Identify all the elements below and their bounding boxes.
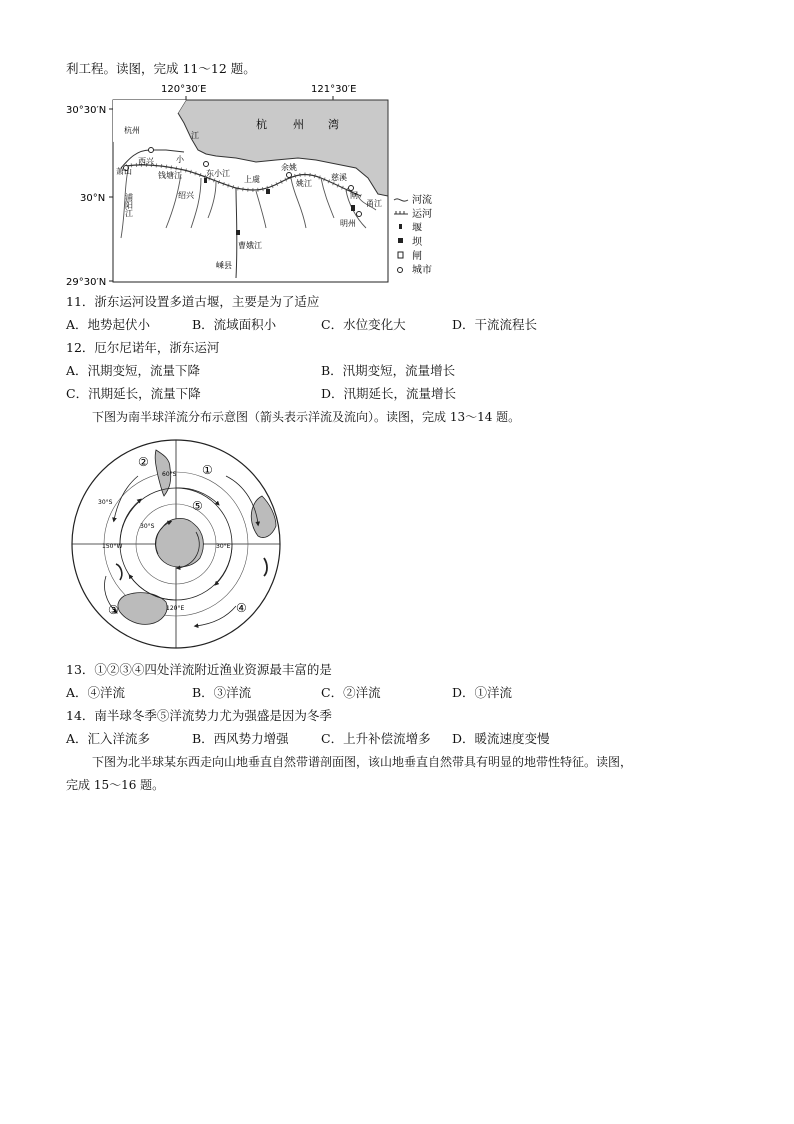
q11-option-d[interactable]: D．干流流程长 <box>452 317 538 332</box>
intro-mountain-line2: 完成 15～16 题。 <box>66 778 165 792</box>
legend-sluice: 闸 <box>412 251 422 262</box>
lon-label-150w: 150°W <box>102 543 123 550</box>
lat-label-top: 30°30′N <box>66 105 107 116</box>
label-xiaoshan: 萧山 <box>116 167 132 176</box>
q12-option-c[interactable]: C．汛期延长，流量下降 <box>66 386 201 401</box>
current-label-4: ④ <box>236 601 247 615</box>
label-zha: 闸 <box>350 191 358 200</box>
map1-legend <box>394 193 432 276</box>
q14-option-c[interactable]: C．上升补偿流增多 <box>321 731 431 746</box>
label-shaoxing: 绍兴 <box>178 191 194 200</box>
label-hangzhou: 杭州 <box>124 126 140 135</box>
q13-stem: 13．①②③④四处洋流附近渔业资源最丰富的是 <box>66 662 332 677</box>
q11-option-b[interactable]: B．流域面积小 <box>192 317 277 332</box>
current-label-1: ① <box>202 463 213 477</box>
intro-ocean-currents: 下图为南半球洋流分布示意图（箭头表示洋流及流向）。读图，完成 13～14 题。 <box>92 410 521 424</box>
label-shangyu: 上虞 <box>244 175 260 184</box>
label-xixing: 西兴 <box>138 157 154 166</box>
label-qiantang: 钱塘江 <box>158 171 182 180</box>
label-cixi: 慈溪 <box>331 173 347 182</box>
lon-label-120e: 120°E <box>166 605 185 612</box>
current-label-5: ⑤ <box>192 499 203 513</box>
q14-option-b[interactable]: B．西风势力增强 <box>192 731 289 746</box>
q11-stem: 11．浙东运河设置多道古堰，主要是为了适应 <box>66 294 320 309</box>
bay-char-1: 杭 <box>256 118 267 131</box>
zhedong-canal-map <box>66 78 456 288</box>
label-yuyao: 余姚 <box>281 163 297 172</box>
legend-dam: 坝 <box>412 237 422 248</box>
legend-river: 河流 <box>412 195 432 206</box>
label-dongxiao: 东小江 <box>206 169 230 178</box>
q13-option-a[interactable]: A．④洋流 <box>66 685 126 700</box>
label-yong: 甬江 <box>366 199 382 208</box>
bay-char-3: 湾 <box>328 118 339 131</box>
q11-option-c[interactable]: C．水位变化大 <box>321 317 406 332</box>
current-label-2: ② <box>138 455 149 469</box>
label-puyang: 浦阳江 <box>124 193 134 217</box>
q14-option-a[interactable]: A．汇入洋流多 <box>66 731 151 746</box>
label-xiao: 小 <box>176 155 184 164</box>
q11-option-a[interactable]: A．地势起伏小 <box>66 317 151 332</box>
label-caoe: 曹娥江 <box>238 241 262 250</box>
q13-option-b[interactable]: B．③洋流 <box>192 685 252 700</box>
q12-option-b[interactable]: B．汛期变短，流量增长 <box>321 363 456 378</box>
intro-mountain-line1: 下图为北半球某东西走向山地垂直自然带谱剖面图，该山地垂直自然带具有明显的地带性特征。读图， <box>92 755 633 769</box>
label-mingzhou: 明州 <box>340 219 356 228</box>
current-label-3: ③ <box>108 603 119 617</box>
lon-label-left: 120°30′E <box>161 84 207 95</box>
lat-label-mid: 30°N <box>80 193 106 204</box>
ocean-current-map <box>66 436 286 650</box>
q14-option-d[interactable]: D．暖流速度变慢 <box>452 731 550 746</box>
label-shengxian: 嵊县 <box>216 261 232 270</box>
lon-label-30e: 30°E <box>216 543 231 550</box>
q13-option-c[interactable]: C．②洋流 <box>321 685 381 700</box>
lat-label-60s: 60°S <box>162 471 177 478</box>
legend-canal: 运河 <box>412 209 432 220</box>
label-yao: 姚江 <box>296 179 312 188</box>
q12-stem: 12．厄尔尼诺年，浙东运河 <box>66 340 220 355</box>
lon-label-right: 121°30′E <box>311 84 357 95</box>
lat-label-30s-a: 30°S <box>98 499 113 506</box>
bay-char-2: 州 <box>293 118 304 131</box>
legend-dyke: 堰 <box>412 223 422 234</box>
q12-option-a[interactable]: A．汛期变短，流量下降 <box>66 363 201 378</box>
intro-line: 利工程。读图，完成 11～12 题。 <box>66 61 256 76</box>
q14-stem: 14．南半球冬季⑤洋流势力尤为强盛是因为冬季 <box>66 708 332 723</box>
legend-city: 城市 <box>412 265 432 276</box>
label-jiang: 江 <box>191 131 199 140</box>
lat-label-30s-b: 30°S <box>140 523 155 530</box>
q12-option-d[interactable]: D．汛期延长，流量增长 <box>321 386 457 401</box>
q13-option-d[interactable]: D．①洋流 <box>452 685 513 700</box>
lat-label-bottom: 29°30′N <box>66 277 107 288</box>
